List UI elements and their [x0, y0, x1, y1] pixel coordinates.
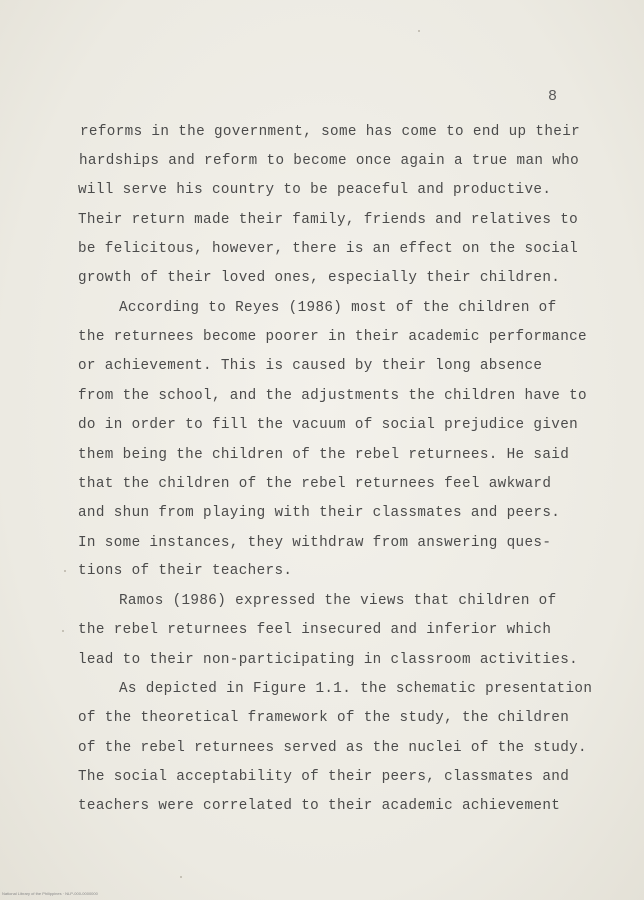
text-line: or achievement. This is caused by their long absence: [78, 358, 543, 374]
scan-footer: National Library of the Philippines · NLP-000-0000000: [2, 891, 98, 896]
text-line: and shun from playing with their classmates and peers.: [78, 505, 561, 521]
text-line: of the rebel returnees served as the nuclei of the study.: [78, 740, 587, 756]
text-line: the rebel returnees feel insecured and inferior which: [78, 622, 552, 638]
paper-speck: [62, 630, 64, 632]
paper-speck: [180, 876, 182, 878]
text-line: The social acceptability of their peers, classmates and: [78, 769, 570, 785]
text-line: of the theoretical framework of the study, the children: [78, 710, 570, 726]
page-number: 8: [548, 88, 558, 105]
paper-speck: [64, 570, 66, 572]
text-line: will serve his country to be peaceful and productive.: [78, 182, 552, 198]
text-line: growth of their loved ones, especially their children.: [78, 270, 561, 286]
text-line: In some instances, they withdraw from answering ques-: [78, 535, 552, 551]
text-line: teachers were correlated to their academic achievement: [78, 798, 561, 814]
text-line: According to Reyes (1986) most of the children of: [119, 300, 557, 316]
text-line: Their return made their family, friends and relatives to: [78, 212, 579, 228]
text-line: hardships and reform to become once again a true man who: [79, 153, 580, 169]
text-line: be felicitous, however, there is an effect on the social: [78, 241, 579, 257]
text-line: Ramos (1986) expressed the views that children of: [119, 593, 557, 609]
text-line: As depicted in Figure 1.1. the schematic presentation: [119, 681, 593, 697]
text-line: that the children of the rebel returnees feel awkward: [78, 476, 552, 492]
text-line: reforms in the government, some has come to end up their: [80, 124, 581, 140]
paper-speck: [418, 30, 420, 32]
text-line: from the school, and the adjustments the children have to: [78, 388, 587, 404]
text-line: lead to their non-participating in classroom activities.: [78, 652, 579, 668]
text-line: them being the children of the rebel returnees. He said: [78, 447, 570, 463]
text-line: do in order to fill the vacuum of social prejudice given: [78, 417, 579, 433]
text-line: the returnees become poorer in their academic performance: [78, 329, 587, 345]
text-line: tions of their teachers.: [78, 563, 293, 579]
